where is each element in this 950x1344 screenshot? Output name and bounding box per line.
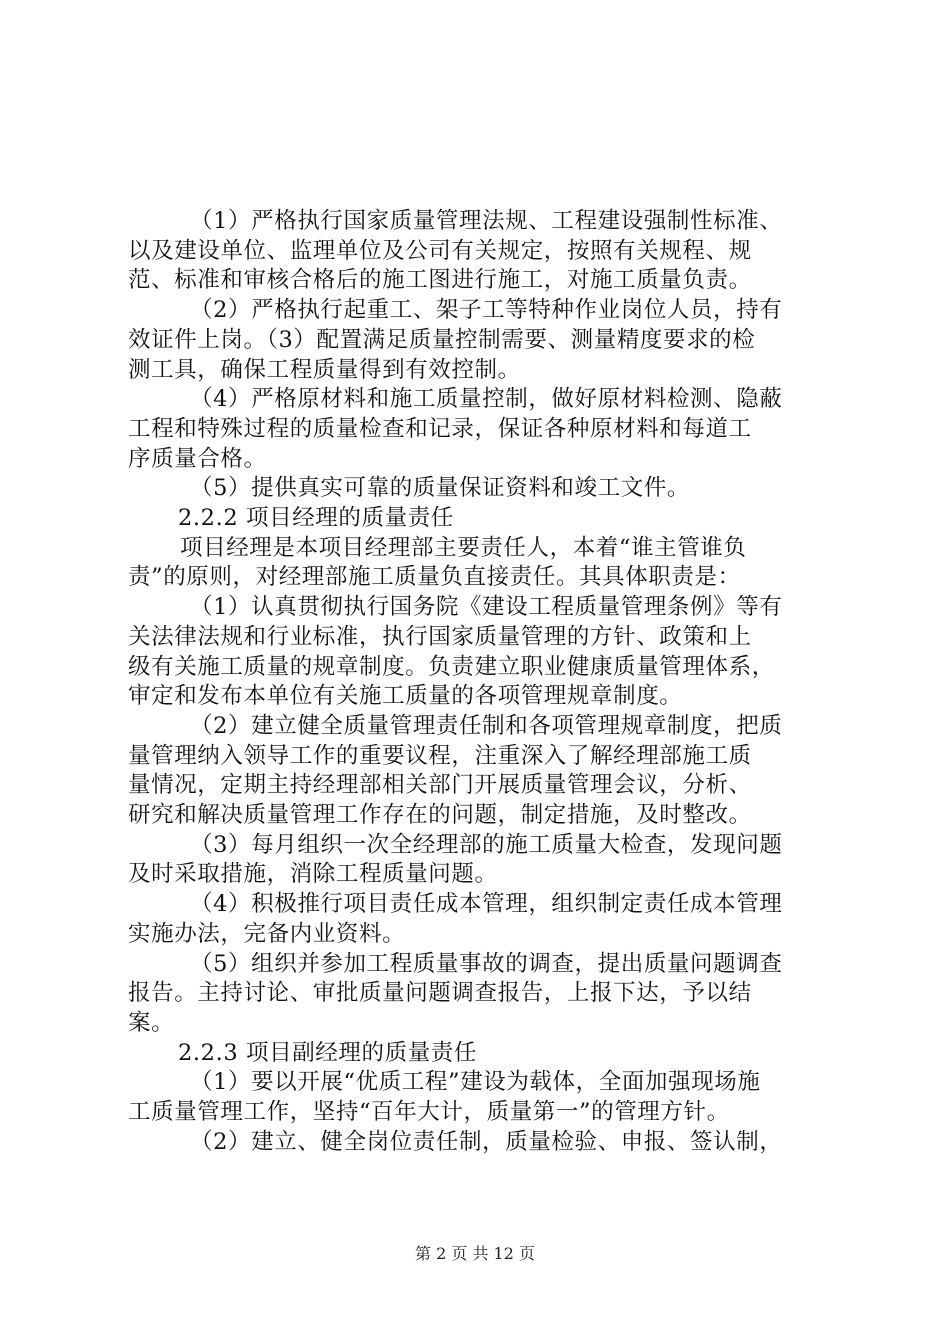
text-line: 关法律法规和行业标准，执行国家质量管理的方针、政策和上 (128, 623, 752, 650)
text-line: 量情况，定期主持经理部相关部门开展质量管理会议，分析、 (128, 772, 752, 799)
text-line: 及时采取措施，消除工程质量问题。 (128, 861, 498, 888)
text-line: （3）每月组织一次全经理部的施工质量大检查，发现问题 (190, 831, 783, 858)
text-line: （4）严格原材料和施工质量控制，做好原材料检测、隐蔽 (190, 386, 783, 413)
text-line: 项目经理是本项目经理部主要责任人，本着“谁主管谁负 (180, 534, 747, 561)
text-line: （1）认真贯彻执行国务院《建设工程质量管理条例》等有 (190, 594, 783, 621)
text-line: （2）建立、健全岗位责任制，质量检验、申报、签认制， (190, 1128, 783, 1155)
page-footer: 第 2 页 共 12 页 (415, 1244, 535, 1263)
text-line: 量管理纳入领导工作的重要议程，注重深入了解经理部施工质 (128, 742, 752, 769)
text-line: 报告。主持讨论、审批质量问题调查报告，上报下达，予以结 (128, 980, 752, 1007)
text-line: 序质量合格。 (128, 445, 267, 472)
text-line: （1）严格执行国家质量管理法规、工程建设强制性标准、 (190, 208, 783, 234)
text-line: 实施办法，完备内业资料。 (128, 920, 406, 947)
text-line: 范、标准和审核合格后的施工图进行施工，对施工质量负责。 (128, 267, 752, 294)
text-line: 研究和解决质量管理工作存在的问题，制定措施，及时整改。 (128, 802, 752, 828)
text-line: 案。 (128, 1009, 175, 1036)
text-line: （2）严格执行起重工、架子工等特种作业岗位人员，持有 (190, 297, 783, 324)
text-line: 测工具，确保工程质量得到有效控制。 (128, 356, 521, 383)
text-line: 工质量管理工作，坚持“百年大计，质量第一”的管理方针。 (128, 1099, 730, 1125)
text-line: （5）提供真实可靠的质量保证资料和竣工文件。 (190, 475, 691, 502)
text-line: （1）要以开展“优质工程”建设为载体，全面加强现场施 (190, 1069, 761, 1096)
text-line: （4）积极推行项目责任成本管理，组织制定责任成本管理 (190, 891, 783, 918)
text-line: （5）组织并参加工程质量事故的调查，提出质量问题调查 (190, 950, 783, 977)
text-line: 以及建设单位、监理单位及公司有关规定，按照有关规程、规 (128, 237, 752, 264)
text-line: 责”的原则，对经理部施工质量负直接责任。其具体职责是： (128, 564, 741, 591)
text-line: 效证件上岗。（3）配置满足质量控制需要、测量精度要求的检 (128, 326, 756, 353)
text-line: （2）建立健全质量管理责任制和各项管理规章制度，把质 (190, 712, 783, 739)
text-line: 级有关施工质量的规章制度。负责建立职业健康质量管理体系， (128, 653, 775, 680)
text-line: 审定和发布本单位有关施工质量的各项管理规章制度。 (128, 683, 683, 710)
text-line: 工程和特殊过程的质量检查和记录，保证各种原材料和每道工 (128, 415, 752, 442)
text-line: 2.2.3 项目副经理的质量责任 (178, 1039, 478, 1066)
text-line: 2.2.2 项目经理的质量责任 (178, 505, 454, 531)
